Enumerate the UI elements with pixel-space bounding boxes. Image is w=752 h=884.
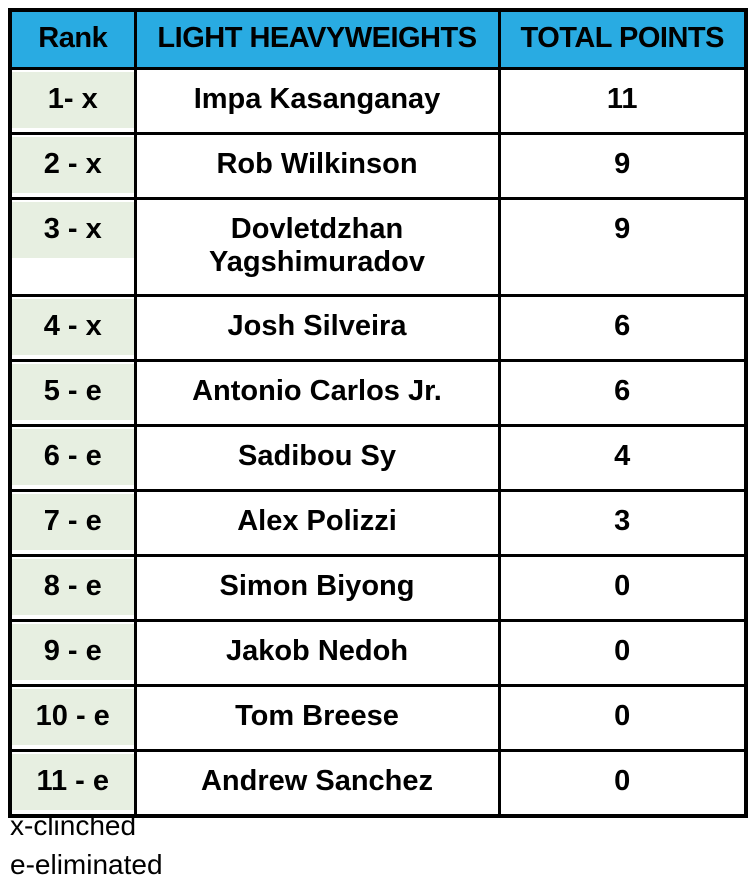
rank-badge: 6 - e [12, 429, 134, 485]
points-cell: 0 [499, 751, 746, 817]
rank-badge: 9 - e [12, 624, 134, 680]
points-cell: 9 [499, 199, 746, 296]
points-cell: 0 [499, 556, 746, 621]
fighter-name-cell: Andrew Sanchez [135, 751, 499, 817]
rank-badge: 11 - e [12, 754, 134, 810]
col-header-division: LIGHT HEAVYWEIGHTS [135, 10, 499, 69]
table-row [10, 556, 746, 621]
table-row [10, 686, 746, 751]
rank-cell [10, 199, 135, 296]
points-cell: 6 [499, 296, 746, 361]
rank-badge: 5 - e [12, 364, 134, 420]
fighter-name-cell: Alex Polizzi [135, 491, 499, 556]
points-cell: 6 [499, 361, 746, 426]
legend [10, 806, 163, 884]
fighter-name-cell: Simon Biyong [135, 556, 499, 621]
table-row [10, 426, 746, 491]
table-row [10, 199, 746, 296]
rank-cell [10, 361, 135, 426]
col-header-total-points: TOTAL POINTS [499, 10, 746, 69]
rank-badge: 4 - x [12, 299, 134, 355]
rank-cell [10, 69, 135, 134]
standings-body [10, 69, 746, 817]
points-cell: 0 [499, 621, 746, 686]
rank-badge: 1- x [12, 72, 134, 128]
rank-badge: 2 - x [12, 137, 134, 193]
points-cell: 11 [499, 69, 746, 134]
rank-badge: 3 - x [12, 202, 134, 258]
fighter-name-cell: Dovletdzhan Yagshimuradov [135, 199, 499, 296]
table-row [10, 296, 746, 361]
rank-badge: 10 - e [12, 689, 134, 745]
rank-cell [10, 686, 135, 751]
col-header-rank: Rank [10, 10, 135, 69]
rank-cell [10, 621, 135, 686]
legend-clinched: x-clinched [10, 810, 137, 841]
table-row [10, 491, 746, 556]
points-cell: 9 [499, 134, 746, 199]
standings-table [8, 8, 748, 818]
rank-cell [10, 296, 135, 361]
rank-badge: 7 - e [12, 494, 134, 550]
fighter-name-cell: Josh Silveira [135, 296, 499, 361]
header-row [10, 10, 746, 69]
points-cell: 3 [499, 491, 746, 556]
table-row [10, 361, 746, 426]
rank-cell [10, 491, 135, 556]
legend-eliminated: e-eliminated [10, 849, 163, 880]
fighter-name-cell: Tom Breese [135, 686, 499, 751]
rank-cell [10, 134, 135, 199]
points-cell: 0 [499, 686, 746, 751]
rank-cell [10, 426, 135, 491]
rank-cell [10, 556, 135, 621]
fighter-name-cell: Sadibou Sy [135, 426, 499, 491]
table-row [10, 69, 746, 134]
fighter-name-cell: Impa Kasanganay [135, 69, 499, 134]
fighter-name-cell: Antonio Carlos Jr. [135, 361, 499, 426]
table-row [10, 134, 746, 199]
rank-badge: 8 - e [12, 559, 134, 615]
table-row [10, 621, 746, 686]
points-cell: 4 [499, 426, 746, 491]
fighter-name-cell: Jakob Nedoh [135, 621, 499, 686]
fighter-name-cell: Rob Wilkinson [135, 134, 499, 199]
